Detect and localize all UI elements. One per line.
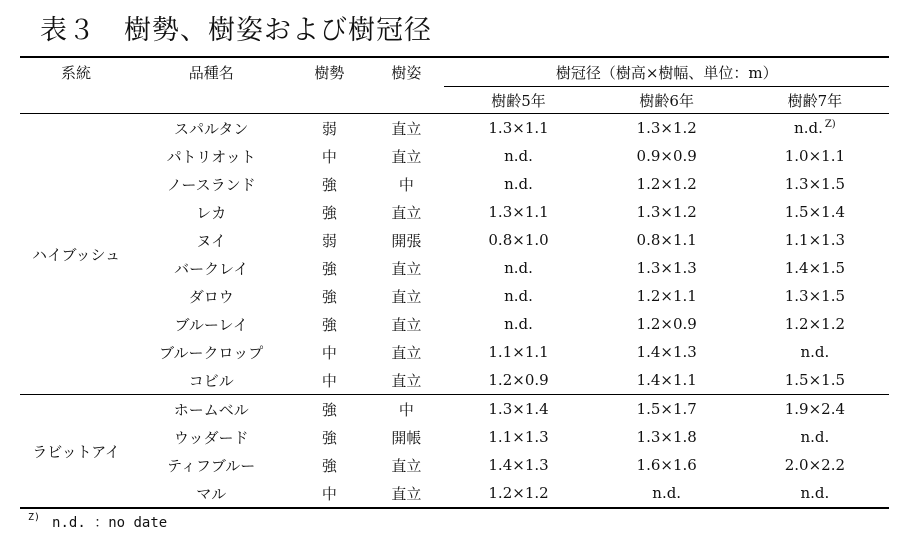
year6-cell xyxy=(593,366,741,395)
habit-cell xyxy=(368,423,444,451)
year7-cell xyxy=(741,479,889,508)
variety-cell xyxy=(132,282,290,310)
table-row xyxy=(20,338,889,366)
year5-cell xyxy=(444,479,592,508)
year7-cell xyxy=(741,142,889,170)
year6-cell-text: 0.8×1.1 xyxy=(636,231,697,249)
variety-cell-text: ウッダード xyxy=(173,428,249,447)
year5-cell xyxy=(444,451,592,479)
header-year-7: 樹齢7年 xyxy=(741,87,889,114)
year6-cell-text: 1.2×1.1 xyxy=(636,287,697,305)
table-body xyxy=(20,114,889,509)
year5-cell-text: n.d. xyxy=(504,287,533,305)
year6-cell xyxy=(593,254,741,282)
vigor-cell xyxy=(290,142,368,170)
vigor-cell xyxy=(290,226,368,254)
year6-cell xyxy=(593,395,741,424)
table-row xyxy=(20,142,889,170)
vigor-cell xyxy=(290,395,368,424)
habit-cell xyxy=(368,366,444,395)
year6-cell xyxy=(593,310,741,338)
year6-cell-text: 1.5×1.7 xyxy=(636,400,697,418)
vigor-cell xyxy=(290,338,368,366)
year5-cell xyxy=(444,114,592,143)
year6-cell xyxy=(593,338,741,366)
year7-cell-text: 1.0×1.1 xyxy=(784,147,846,165)
year7-cell xyxy=(741,395,889,424)
year6-cell xyxy=(593,479,741,508)
year6-cell-text: n.d. xyxy=(652,484,682,502)
header-year-6: 樹齢6年 xyxy=(593,87,741,114)
habit-cell-text: 中 xyxy=(398,175,414,194)
table-row xyxy=(20,198,889,226)
year7-cell xyxy=(741,282,889,310)
habit-cell xyxy=(368,198,444,226)
year7-cell xyxy=(741,254,889,282)
habit-cell xyxy=(368,170,444,198)
year5-cell-text: 1.1×1.3 xyxy=(488,428,549,446)
year5-cell xyxy=(444,366,592,395)
vigor-cell xyxy=(290,170,368,198)
habit-cell xyxy=(368,226,444,254)
habit-cell-text: 直立 xyxy=(391,456,422,475)
year6-cell xyxy=(593,114,741,143)
year5-cell xyxy=(444,142,592,170)
year6-cell-text: 1.3×1.2 xyxy=(636,203,697,221)
year7-cell xyxy=(741,310,889,338)
vigor-cell xyxy=(290,366,368,395)
year5-cell-text: n.d. xyxy=(504,175,533,193)
year5-cell xyxy=(444,226,592,254)
year7-cell-text: 1.3×1.5 xyxy=(784,175,846,193)
year5-cell xyxy=(444,254,592,282)
vigor-cell-text: 強 xyxy=(321,259,337,278)
header-variety: 品種名 xyxy=(132,57,290,114)
variety-cell xyxy=(132,142,290,170)
year7-cell-text: 1.9×2.4 xyxy=(784,400,846,418)
vigor-cell xyxy=(290,198,368,226)
habit-cell xyxy=(368,451,444,479)
table-row xyxy=(20,226,889,254)
variety-cell-text: スパルタン xyxy=(174,119,249,138)
year5-cell xyxy=(444,170,592,198)
year7-cell-text: 1.5×1.4 xyxy=(784,203,846,221)
habit-cell-text: 直立 xyxy=(391,259,422,278)
habit-cell-text: 直立 xyxy=(391,371,422,390)
vigor-cell xyxy=(290,254,368,282)
habit-cell xyxy=(368,142,444,170)
header-vigor: 樹勢 xyxy=(290,57,368,114)
year7-cell xyxy=(741,114,889,143)
table-row xyxy=(20,310,889,338)
variety-cell xyxy=(132,310,290,338)
variety-cell-text: ノースランド xyxy=(166,175,256,194)
variety-cell xyxy=(132,338,290,366)
year5-cell-text: 1.3×1.4 xyxy=(488,400,549,418)
vigor-cell-text: 弱 xyxy=(321,119,337,138)
year7-cell-text: 1.2×1.2 xyxy=(784,315,846,333)
variety-cell-text: マル xyxy=(196,484,227,503)
year6-cell-text: 1.2×1.2 xyxy=(636,175,697,193)
year6-cell-text: 1.4×1.3 xyxy=(636,343,697,361)
footnote xyxy=(26,512,167,532)
variety-cell xyxy=(132,226,290,254)
header-lineage: 系統 xyxy=(20,57,132,114)
variety-cell xyxy=(132,254,290,282)
variety-cell-text: ティフブルー xyxy=(167,456,256,475)
header-canopy: 樹冠径（樹高×樹幅、単位：m） xyxy=(444,57,889,87)
vigor-cell xyxy=(290,282,368,310)
habit-cell-text: 直立 xyxy=(391,119,422,138)
habit-cell-text: 開張 xyxy=(391,231,422,250)
habit-cell xyxy=(368,114,444,143)
year6-cell-text: 0.9×0.9 xyxy=(636,147,697,165)
variety-cell-text: ブルークロップ xyxy=(159,343,264,362)
footnote-ref: Z) xyxy=(824,119,836,130)
table-row xyxy=(20,479,889,508)
habit-cell xyxy=(368,338,444,366)
vigor-cell-text: 強 xyxy=(321,400,337,419)
variety-cell-text: ヌイ xyxy=(196,231,227,250)
year7-cell xyxy=(741,423,889,451)
vigor-cell xyxy=(290,423,368,451)
variety-cell xyxy=(132,198,290,226)
lineage-cell: ハイブッシュ xyxy=(31,245,121,264)
vigor-cell-text: 中 xyxy=(321,484,337,503)
year5-cell xyxy=(444,423,592,451)
vigor-cell-text: 強 xyxy=(321,287,337,306)
header-year-5: 樹齢5年 xyxy=(444,87,592,114)
vigor-cell-text: 強 xyxy=(321,203,337,222)
year6-cell xyxy=(593,170,741,198)
year6-cell-text: 1.4×1.1 xyxy=(636,371,697,389)
year5-cell xyxy=(444,395,592,424)
vigor-cell xyxy=(290,479,368,508)
year6-cell xyxy=(593,142,741,170)
habit-cell-text: 開帳 xyxy=(391,428,422,447)
year6-cell-text: 1.2×0.9 xyxy=(636,315,697,333)
variety-cell-text: ホームベル xyxy=(173,400,249,419)
table-title: 表３ 樹勢、樹姿および樹冠径 xyxy=(40,15,432,46)
year5-cell-text: 1.1×1.1 xyxy=(488,343,549,361)
year7-cell xyxy=(741,170,889,198)
year5-cell-text: 1.2×1.2 xyxy=(488,484,549,502)
year6-cell-text: 1.3×1.3 xyxy=(636,259,697,277)
habit-cell-text: 直立 xyxy=(391,147,422,166)
variety-cell-text: ブルーレイ xyxy=(174,315,248,334)
year6-cell-text: 1.3×1.8 xyxy=(636,428,697,446)
year5-cell-text: n.d. xyxy=(504,259,533,277)
year6-cell xyxy=(593,451,741,479)
variety-cell xyxy=(132,451,290,479)
vigor-cell xyxy=(290,114,368,143)
habit-cell-text: 直立 xyxy=(391,315,422,334)
habit-cell xyxy=(368,254,444,282)
habit-cell-text: 直立 xyxy=(391,343,422,362)
year5-cell-text: 1.3×1.1 xyxy=(488,119,549,137)
habit-cell xyxy=(368,395,444,424)
year7-cell xyxy=(741,451,889,479)
table-row xyxy=(20,451,889,479)
habit-cell-text: 中 xyxy=(398,400,414,419)
year5-cell-text: n.d. xyxy=(504,315,533,333)
year6-cell xyxy=(593,282,741,310)
habit-cell xyxy=(368,479,444,508)
year7-cell-text: 1.5×1.5 xyxy=(784,371,846,389)
year6-cell-text: 1.3×1.2 xyxy=(636,119,697,137)
table-row xyxy=(20,395,889,424)
table-row xyxy=(20,282,889,310)
year5-cell xyxy=(444,198,592,226)
table-row xyxy=(20,366,889,395)
table-row xyxy=(20,254,889,282)
year7-cell xyxy=(741,198,889,226)
vigor-cell-text: 強 xyxy=(321,175,337,194)
year7-cell-text: 2.0×2.2 xyxy=(784,456,846,474)
habit-cell-text: 直立 xyxy=(391,287,422,306)
year5-cell xyxy=(444,338,592,366)
year6-cell xyxy=(593,198,741,226)
variety-cell xyxy=(132,170,290,198)
vigor-cell-text: 弱 xyxy=(321,231,337,250)
lineage-cell: ラビットアイ xyxy=(20,395,132,509)
year5-cell-text: 1.3×1.1 xyxy=(488,203,549,221)
year5-cell-text: 1.4×1.3 xyxy=(488,456,549,474)
header-habit: 樹姿 xyxy=(368,57,444,114)
vigor-cell-text: 中 xyxy=(321,147,337,166)
habit-cell xyxy=(368,310,444,338)
vigor-cell-text: 中 xyxy=(321,343,337,362)
vigor-cell-text: 中 xyxy=(321,371,337,390)
variety-cell xyxy=(132,114,290,143)
vigor-cell xyxy=(290,451,368,479)
year7-cell-text: 1.4×1.5 xyxy=(784,259,846,277)
year5-cell xyxy=(444,310,592,338)
habit-cell xyxy=(368,282,444,310)
table-row xyxy=(20,170,889,198)
year7-cell-text: n.d. xyxy=(800,484,830,502)
year5-cell-text: n.d. xyxy=(504,147,533,165)
year7-cell xyxy=(741,338,889,366)
year6-cell xyxy=(593,226,741,254)
variety-cell-text: コビル xyxy=(188,371,234,390)
year7-cell-text: 1.3×1.5 xyxy=(784,287,846,305)
habit-cell-text: 直立 xyxy=(391,484,422,503)
variety-cell xyxy=(132,479,290,508)
footnote-mark: Z) xyxy=(28,512,41,523)
habit-cell-text: 直立 xyxy=(391,203,422,222)
year6-cell xyxy=(593,423,741,451)
data-table xyxy=(20,56,889,509)
vigor-cell-text: 強 xyxy=(321,456,337,475)
variety-cell-text: パトリオット xyxy=(166,147,256,166)
footnote-text: n.d. ：no date xyxy=(52,515,168,531)
year5-cell-text: 1.2×0.9 xyxy=(488,371,549,389)
vigor-cell-text: 強 xyxy=(321,428,337,447)
year7-cell xyxy=(741,366,889,395)
vigor-cell-text: 強 xyxy=(321,315,337,334)
variety-cell-text: バークレイ xyxy=(174,259,249,278)
variety-cell xyxy=(132,395,290,424)
year7-cell-text: n.d. xyxy=(800,428,830,446)
table-row xyxy=(20,114,889,143)
variety-cell-text: レカ xyxy=(196,203,227,222)
variety-cell xyxy=(132,366,290,395)
variety-cell xyxy=(132,423,290,451)
table-row xyxy=(20,423,889,451)
year7-cell-text: 1.1×1.3 xyxy=(784,231,846,249)
year7-cell-text: n.d. xyxy=(794,119,823,137)
year6-cell-text: 1.6×1.6 xyxy=(636,456,697,474)
year5-cell-text: 0.8×1.0 xyxy=(488,231,549,249)
year5-cell xyxy=(444,282,592,310)
year7-cell-text: n.d. xyxy=(800,343,830,361)
vigor-cell xyxy=(290,310,368,338)
variety-cell-text: ダロウ xyxy=(188,287,234,306)
year7-cell xyxy=(741,226,889,254)
